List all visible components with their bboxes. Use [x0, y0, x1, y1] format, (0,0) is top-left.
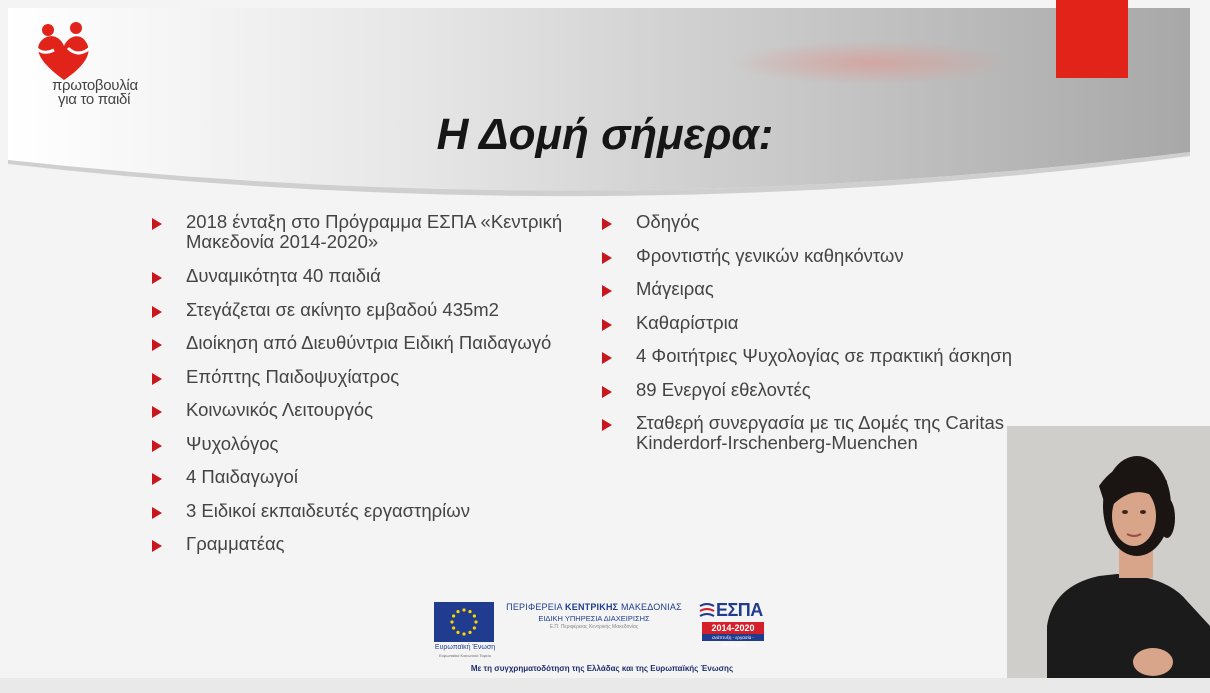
left-list-item-text: Επόπτης Παιδοψυχίατρος: [186, 365, 400, 387]
espa-tagline: ανάπτυξη - εργασία - αλληλεγγύη: [702, 634, 764, 641]
eu-star: [452, 614, 455, 617]
left-list-item: [150, 266, 595, 286]
eu-star: [462, 608, 465, 611]
eu-star: [473, 626, 476, 629]
bullet-arrow-icon: [152, 272, 162, 284]
bullet-arrow-icon: [152, 373, 162, 385]
bullet-arrow-icon: [152, 440, 162, 452]
viewer-bottom-strip: [0, 678, 1210, 693]
eu-star: [468, 631, 471, 634]
right-list-item: [600, 413, 1050, 453]
bullet-arrow-icon: [152, 306, 162, 318]
presenter-silhouette: [1007, 426, 1210, 678]
eu-star: [474, 620, 477, 623]
espa-word: ΕΣΠΑ: [716, 600, 763, 620]
left-list-item: [150, 400, 595, 420]
bullet-arrow-icon: [602, 352, 612, 364]
right-list-item-text: 89 Ενεργοί εθελοντές: [636, 378, 811, 400]
greek-flag-icon: [698, 602, 716, 620]
left-list-item-text: Διοίκηση από Διευθύντρια Ειδική Παιδαγωγό: [186, 332, 552, 353]
eu-star: [452, 626, 455, 629]
bullet-arrow-icon: [152, 540, 162, 552]
bullet-arrow-icon: [152, 507, 162, 519]
right-list-item: [600, 380, 1050, 400]
right-list-item-text: Φροντιστής γενικών καθηκόντων: [636, 244, 904, 266]
left-list-item: [150, 534, 595, 554]
eu-flag-icon: [434, 602, 494, 642]
espa-logo: [696, 600, 768, 647]
eu-subcaption: Ευρωπαϊκό Κοινωνικό Ταμείο: [439, 653, 491, 658]
bullet-arrow-icon: [152, 218, 162, 230]
left-list-item-text: Μακεδονία 2014-2020»: [186, 231, 379, 252]
left-list-item: [150, 300, 595, 320]
right-list-item: [600, 346, 1050, 366]
eu-caption: [432, 644, 498, 660]
left-list-item-text: Κοινωνικός Λειτουργός: [186, 399, 374, 420]
left-list-item-text: Γραμματέας: [186, 533, 285, 554]
right-list-item-text: Καθαρίστρια: [636, 311, 739, 333]
webcam-video: [1007, 426, 1210, 678]
funding-logos: [432, 600, 772, 678]
bullet-arrow-icon: [602, 319, 612, 331]
right-bullet-list: [600, 212, 1050, 467]
left-list-item-text: Ψυχολόγος: [186, 432, 279, 454]
eu-caption-text: Ευρωπαϊκή Ένωση: [434, 644, 496, 651]
left-bullet-list: [150, 212, 595, 568]
right-list-item: [600, 313, 1050, 333]
region-logo: [504, 602, 684, 630]
left-list-item: [150, 467, 595, 487]
bullet-arrow-icon: [602, 419, 612, 431]
eu-star: [473, 614, 476, 617]
left-list-item: [150, 367, 595, 387]
espa-years: 2014-2020: [702, 622, 764, 634]
left-list-item: [150, 212, 595, 252]
red-accent-square: [1056, 0, 1128, 78]
left-list-item-text: Στεγάζεται σε ακίνητο εμβαδού 435m2: [186, 298, 499, 320]
region-bold: ΚΕΝΤΡΙΚΗΣ: [565, 602, 619, 612]
logo-text-line1: πρωτοβουλία: [52, 77, 138, 94]
bullet-arrow-icon: [152, 473, 162, 485]
right-list-item-text: Kinderdorf-Irschenberg-Muenchen: [636, 432, 918, 453]
bullet-arrow-icon: [602, 252, 612, 264]
left-list-item: [150, 434, 595, 454]
cofunding-text: Με τη συγχρηματοδότηση της Ελλάδας και της Ευρωπαϊκής Ένωσης: [470, 664, 734, 673]
right-list-item-text: 4 Φοιτήτριες Ψυχολογίας σε πρακτική άσκηση: [636, 345, 1013, 366]
right-list-item: [600, 212, 1050, 232]
managing-authority-sub: Ε.Π. Περιφέρειας Κεντρικής Μακεδονίας: [549, 624, 639, 630]
right-list-item: [600, 279, 1050, 299]
bullet-arrow-icon: [152, 406, 162, 418]
left-list-item-text: 2018 ένταξη στο Πρόγραμμα ΕΣΠΑ «Κεντρική: [186, 211, 563, 232]
eu-star: [450, 620, 453, 623]
eu-star: [456, 610, 459, 613]
bullet-arrow-icon: [602, 218, 612, 230]
region-prefix: ΠΕΡΙΦΕΡΕΙΑ: [506, 602, 563, 612]
region-suffix: ΜΑΚΕΔΟΝΙΑΣ: [620, 602, 682, 612]
eu-star: [462, 632, 465, 635]
bullet-arrow-icon: [602, 386, 612, 398]
right-list-item-text: Οδηγός: [636, 211, 700, 232]
eu-star: [468, 610, 471, 613]
eu-star: [456, 631, 459, 634]
left-list-item-text: Δυναμικότητα 40 παιδιά: [186, 265, 381, 286]
slide-title: Η Δομή σήμερα:: [436, 110, 774, 159]
right-list-item: [600, 246, 1050, 266]
logo-text-line2: για το παιδί: [58, 91, 131, 108]
left-list-item: [150, 333, 595, 353]
right-list-item-text: Σταθερή συνεργασία με τις Δομές της Caritas: [636, 412, 1005, 433]
right-list-item-text: Μάγειρας: [636, 278, 714, 299]
left-list-item: [150, 501, 595, 521]
bullet-arrow-icon: [602, 285, 612, 297]
left-list-item-text: 4 Παιδαγωγοί: [186, 466, 298, 487]
left-list-item-text: 3 Ειδικοί εκπαιδευτές εργαστηρίων: [186, 499, 470, 521]
managing-authority: ΕΙΔΙΚΗ ΥΠΗΡΕΣΙΑ ΔΙΑΧΕΙΡΙΣΗΣ: [538, 614, 650, 623]
region-name: [504, 602, 684, 612]
bullet-arrow-icon: [152, 339, 162, 351]
